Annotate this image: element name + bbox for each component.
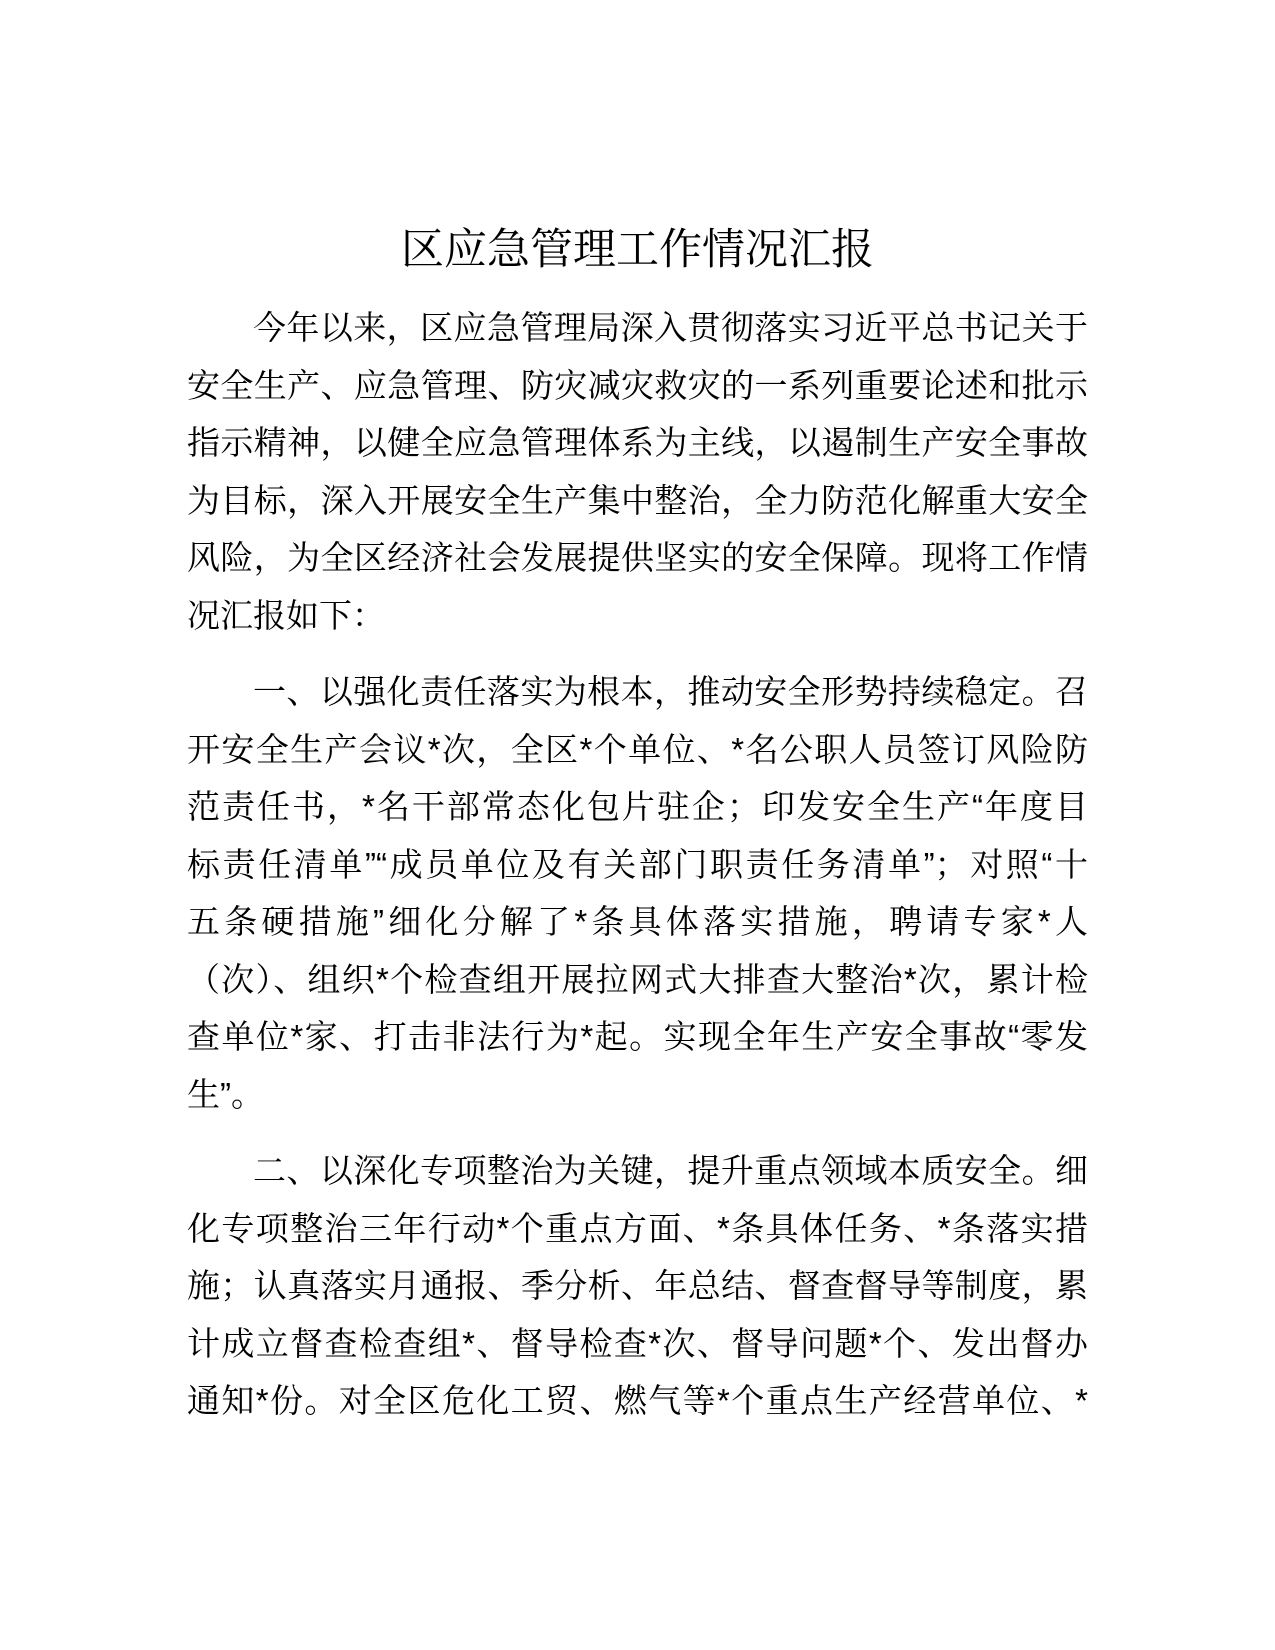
paragraph-section-2	[187, 1142, 1088, 1430]
text-line: 为目标，深入开展安全生产集中整治，全力防范化解重大安全	[187, 481, 1088, 519]
text-line: 计成立督查检查组*、督导检查*次、督导问题*个、发出督办	[187, 1324, 1088, 1362]
text-line: 五条硬措施”细化分解了*条具体落实措施，聘请专家*人	[187, 903, 1088, 940]
document-title: 区应急管理工作情况汇报	[401, 226, 874, 274]
text-line: 况汇报如下：	[187, 596, 385, 634]
paragraph-intro	[187, 299, 1088, 644]
text-line: 标责任清单”“成员单位及有关部门职责任务清单”；对照“十	[187, 845, 1088, 883]
text-line: 安全生产、应急管理、防灾减灾救灾的一系列重要论述和批示	[187, 366, 1088, 404]
paragraph-section-1	[187, 663, 1088, 1123]
text-line: 今年以来，区应急管理局深入贯彻落实习近平总书记关于	[253, 309, 1088, 346]
text-line: 施；认真落实月通报、季分析、年总结、督查督导等制度，累	[187, 1267, 1088, 1304]
text-line: 查单位*家、打击非法行为*起。实现全年生产安全事故“零发	[187, 1018, 1088, 1055]
text-line: 通知*份。对全区危化工贸、燃气等*个重点生产经营单位、*	[187, 1382, 1088, 1419]
text-line: 生”。	[187, 1075, 264, 1113]
text-line: （次）、组织*个检查组开展拉网式大排查大整治*次，累计检	[187, 960, 1088, 998]
text-line: 一、以强化责任落实为根本，推动安全形势持续稳定。召	[253, 673, 1088, 710]
text-line: 开安全生产会议*次，全区*个单位、*名公职人员签订风险防	[187, 730, 1088, 768]
text-line: 指示精神，以健全应急管理体系为主线，以遏制生产安全事故	[187, 424, 1088, 461]
text-line: 二、以深化专项整治为关键，提升重点领域本质安全。细	[253, 1152, 1088, 1189]
text-line: 风险，为全区经济社会发展提供坚实的安全保障。现将工作情	[187, 539, 1088, 576]
text-line: 范责任书，*名干部常态化包片驻企；印发安全生产“年度目	[187, 788, 1088, 825]
text-line: 化专项整治三年行动*个重点方面、*条具体任务、*条落实措	[187, 1209, 1088, 1247]
